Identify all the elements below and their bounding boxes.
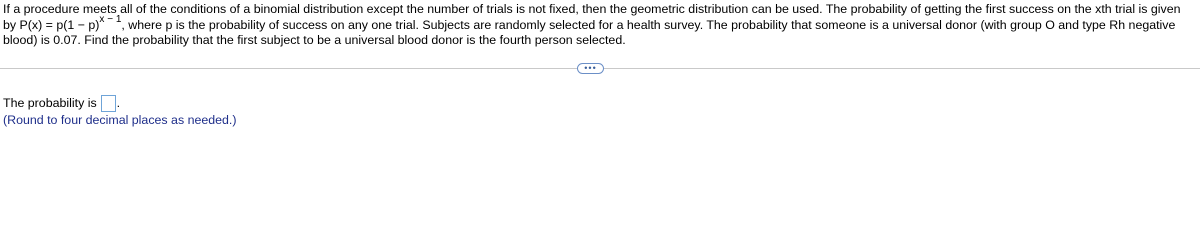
question-text-part2: , where p is the probability of success on any one trial. Subjects are randomly selected for a health survey. The probability that someone is a universal donor (with group O and type Rh negative blood) is 0.07. Find the probability that the first subject to be a universal blood donor is the fourth person selected.	[3, 17, 1176, 47]
geometric-formula	[19, 14, 122, 32]
answer-input[interactable]	[101, 95, 116, 112]
question-text-part1: If a procedure meets all of the conditions of a binomial distribution except the number of trials is not fixed, then the geometric distribution can be used. The probability of getting the first success on the xth trial is given by	[3, 2, 1181, 32]
formula-exponent: x − 1	[99, 14, 122, 26]
answer-suffix: .	[116, 96, 121, 110]
question-text	[3, 2, 1195, 49]
answer-line	[3, 94, 120, 112]
formula-base: P(x) = p(1 − p)	[19, 17, 100, 32]
rounding-hint: (Round to four decimal places as needed.)	[3, 113, 237, 127]
more-options-button[interactable]	[577, 63, 604, 74]
answer-prefix: The probability is	[3, 96, 97, 110]
ellipsis-icon: •••	[584, 63, 597, 73]
